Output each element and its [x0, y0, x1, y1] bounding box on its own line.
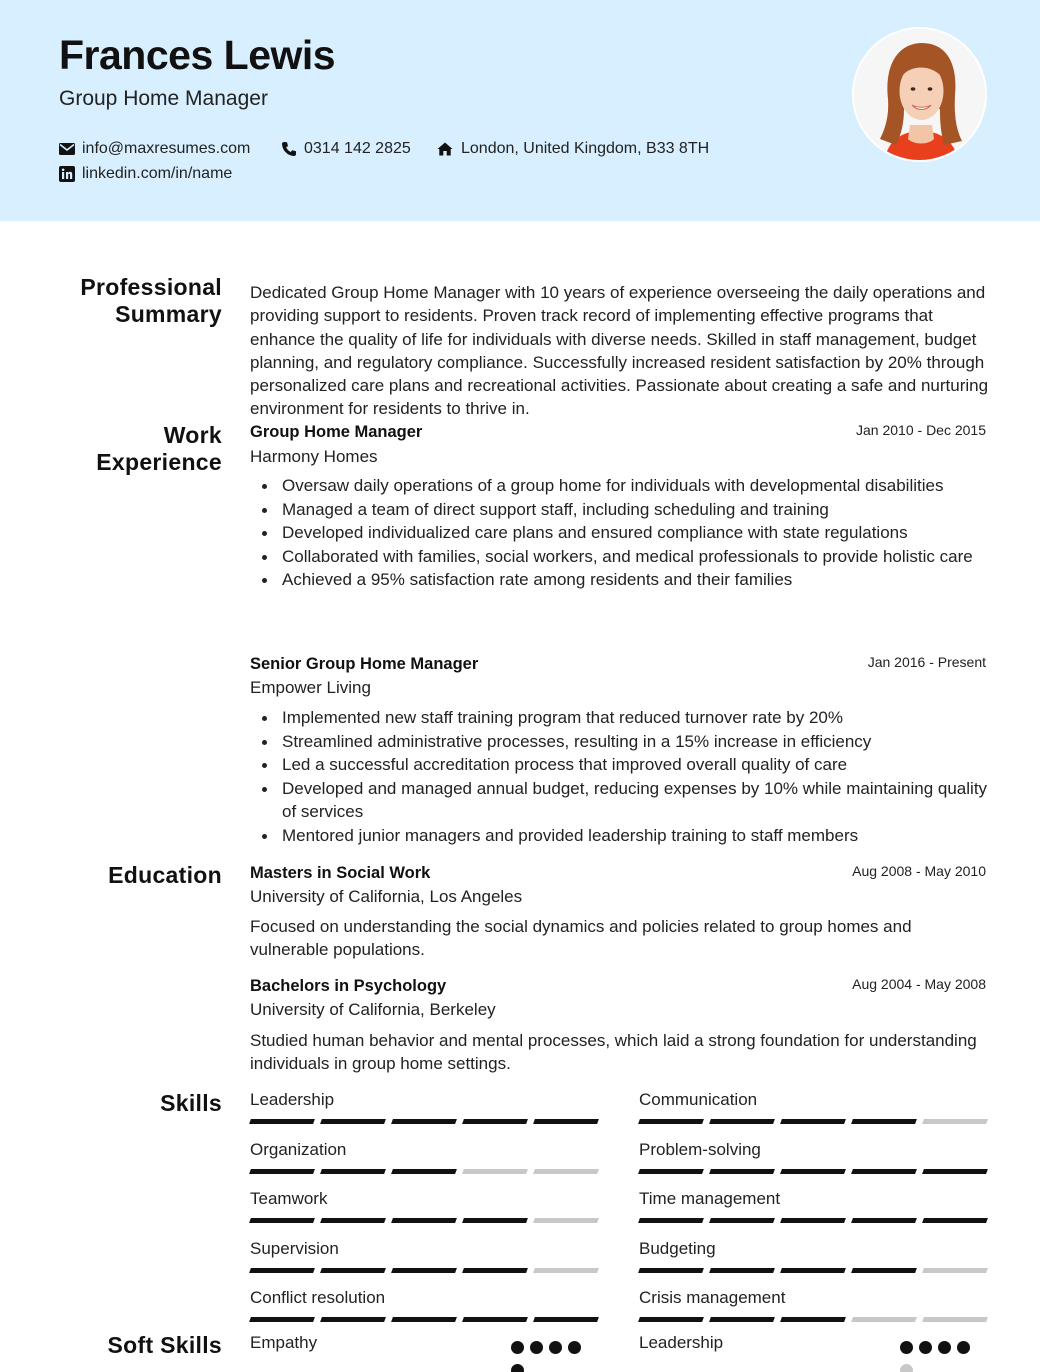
skill-level-segment [391, 1268, 457, 1273]
soft-skill-rating [511, 1341, 586, 1372]
skill-level-bar [250, 1268, 598, 1273]
skill-level-segment [320, 1218, 386, 1223]
skill-level-bar [639, 1119, 987, 1124]
phone-icon [281, 141, 297, 157]
rating-dot [511, 1341, 524, 1354]
skill-level-segment [320, 1268, 386, 1273]
list-item: Achieved a 95% satisfaction rate among residents and their families [250, 568, 990, 592]
skill-level-bar [639, 1268, 987, 1273]
school-name: University of California, Berkeley [250, 1000, 496, 1019]
email-text: info@maxresumes.com [82, 140, 251, 157]
skill-level-segment [709, 1119, 775, 1124]
skill-level-segment [780, 1268, 846, 1273]
skill-level-segment [922, 1218, 988, 1223]
skill-level-segment [922, 1317, 988, 1322]
skill-level-bar [639, 1169, 987, 1174]
skill-name: Organization [250, 1139, 347, 1159]
skill-level-segment [249, 1169, 315, 1174]
skill-name: Budgeting [639, 1238, 716, 1258]
linkedin-text: linkedin.com/in/name [82, 165, 233, 182]
soft-skill-name: Leadership [639, 1333, 724, 1352]
job-dates: Jan 2010 - Dec 2015 [856, 422, 986, 438]
skill-name: Conflict resolution [250, 1288, 386, 1308]
skill-level-segment [462, 1317, 528, 1322]
job-company: Empower Living [250, 678, 371, 697]
skill-name: Leadership [250, 1090, 335, 1109]
job-bullets [250, 706, 990, 848]
list-item: Developed individualized care plans and ensured compliance with state regulations [250, 521, 990, 545]
skill-level-segment [462, 1268, 528, 1273]
skill-level-segment [320, 1317, 386, 1322]
job-title: Senior Group Home Manager [250, 655, 479, 673]
skill-level-segment [249, 1268, 315, 1273]
skill-level-segment [709, 1317, 775, 1322]
rating-dot [568, 1341, 581, 1354]
soft-skill-item [639, 1333, 987, 1353]
soft-skill-rating [900, 1341, 975, 1372]
list-item: Streamlined administrative processes, resulting in a 15% increase in efficiency [250, 730, 990, 754]
job-title: Group Home Manager [250, 423, 423, 441]
degree-description: Focused on understanding the social dynamics and policies related to group homes and vulnerable populations. [250, 917, 912, 960]
section-title-experience: Work Experience [96, 422, 222, 475]
list-item: Developed and managed annual budget, reducing expenses by 10% while maintaining quality of services [250, 777, 990, 824]
degree-description: Studied human behavior and mental processes, which laid a strong foundation for understanding individuals in group home settings. [250, 1031, 977, 1074]
skill-item [639, 1239, 987, 1273]
rating-dot [530, 1341, 543, 1354]
skill-level-segment [533, 1317, 599, 1322]
skill-level-segment [249, 1218, 315, 1223]
skill-item [639, 1140, 987, 1174]
list-item: Implemented new staff training program that reduced turnover rate by 20% [250, 706, 990, 730]
soft-skill-name: Empathy [250, 1333, 318, 1352]
skill-level-segment [391, 1218, 457, 1223]
skill-level-segment [320, 1169, 386, 1174]
skill-level-segment [462, 1169, 528, 1174]
skill-level-segment [851, 1218, 917, 1223]
job-dates: Jan 2016 - Present [867, 654, 986, 670]
skill-level-segment [851, 1268, 917, 1273]
skill-level-segment [638, 1218, 704, 1223]
skill-name: Communication [639, 1090, 758, 1109]
skill-level-bar [639, 1317, 987, 1322]
skill-level-segment [922, 1268, 988, 1273]
rating-dot [900, 1364, 913, 1372]
skill-level-bar [250, 1119, 598, 1124]
skill-name: Problem-solving [639, 1139, 761, 1159]
section-title-education: Education [108, 862, 222, 888]
degree-dates: Aug 2004 - May 2008 [852, 976, 986, 992]
section-title-skills: Skills [160, 1090, 222, 1116]
job-bullets [250, 474, 990, 592]
skill-level-segment [851, 1119, 917, 1124]
rating-dot [919, 1341, 932, 1354]
skill-level-segment [533, 1169, 599, 1174]
candidate-name: Frances Lewis [59, 32, 336, 78]
skill-item [639, 1288, 987, 1322]
skill-item [250, 1189, 598, 1223]
skill-level-segment [249, 1119, 315, 1124]
rating-dot [511, 1364, 524, 1372]
skill-level-segment [780, 1119, 846, 1124]
skill-level-segment [391, 1119, 457, 1124]
list-item: Managed a team of direct support staff, including scheduling and training [250, 498, 990, 522]
skill-level-segment [780, 1169, 846, 1174]
skill-level-segment [533, 1218, 599, 1223]
contact-location [436, 140, 709, 158]
skill-level-segment [922, 1169, 988, 1174]
candidate-title: Group Home Manager [59, 87, 268, 110]
location-text: London, United Kingdom, B33 8TH [461, 140, 710, 157]
envelope-icon [59, 141, 75, 157]
job-company: Harmony Homes [250, 447, 378, 466]
skill-level-segment [851, 1317, 917, 1322]
home-icon [436, 141, 454, 157]
skill-item [639, 1090, 987, 1124]
skill-item [250, 1288, 598, 1322]
phone-text: 0314 142 2825 [304, 140, 411, 157]
summary-text: Dedicated Group Home Manager with 10 years of experience overseeing the daily operations and providing support to residents. Proven track record of implementing effective programs that enhance the quality of life for individuals with diverse needs. Skilled in staff management, budget planning, and regulatory compliance. Successfully increased resident satisfaction by 20% through personalized care plans and recreational activities. Passionate about creating a safe and nurturing environment for residents to thrive in. [250, 283, 989, 419]
skill-item [250, 1090, 598, 1124]
resume-header [0, 0, 1040, 221]
skill-level-segment [638, 1169, 704, 1174]
skill-level-segment [780, 1317, 846, 1322]
skill-level-segment [391, 1169, 457, 1174]
list-item: Led a successful accreditation process that improved overall quality of care [250, 753, 990, 777]
skill-level-segment [638, 1119, 704, 1124]
skill-name: Crisis management [639, 1288, 786, 1308]
contact-linkedin[interactable] [59, 165, 232, 183]
list-item: Oversaw daily operations of a group home for individuals with developmental disabilities [250, 474, 990, 498]
skill-level-segment [709, 1169, 775, 1174]
skill-level-segment [709, 1268, 775, 1273]
skill-level-bar [250, 1218, 598, 1223]
skill-level-bar [250, 1169, 598, 1174]
list-item: Collaborated with families, social workers, and medical professionals to provide holistic care [250, 545, 990, 569]
rating-dot [938, 1341, 951, 1354]
profile-photo [852, 27, 987, 162]
soft-skill-item [250, 1333, 598, 1353]
skill-name: Time management [639, 1189, 781, 1209]
skill-level-segment [922, 1119, 988, 1124]
skill-level-segment [462, 1119, 528, 1124]
skill-level-segment [851, 1169, 917, 1174]
rating-dot [957, 1341, 970, 1354]
skill-level-segment [780, 1218, 846, 1223]
skill-level-bar [639, 1218, 987, 1223]
contact-phone[interactable] [281, 140, 411, 158]
skill-name: Teamwork [250, 1189, 328, 1209]
degree-title: Bachelors in Psychology [250, 977, 447, 995]
skill-level-segment [638, 1317, 704, 1322]
skill-level-segment [249, 1317, 315, 1322]
skill-level-segment [533, 1268, 599, 1273]
skill-level-bar [250, 1317, 598, 1322]
skill-level-segment [320, 1119, 386, 1124]
skill-level-segment [709, 1218, 775, 1223]
skill-item [639, 1189, 987, 1223]
skill-level-segment [391, 1317, 457, 1322]
degree-dates: Aug 2008 - May 2010 [852, 863, 986, 879]
rating-dot [900, 1341, 913, 1354]
contact-email[interactable] [59, 140, 250, 158]
school-name: University of California, Los Angeles [250, 887, 523, 906]
linkedin-icon [59, 166, 75, 182]
section-title-summary: Professional Summary [80, 274, 222, 327]
rating-dot [549, 1341, 562, 1354]
skill-level-segment [638, 1268, 704, 1273]
skill-item [250, 1140, 598, 1174]
skill-item [250, 1239, 598, 1273]
skill-level-segment [533, 1119, 599, 1124]
degree-title: Masters in Social Work [250, 864, 431, 882]
skill-name: Supervision [250, 1238, 339, 1258]
section-title-soft-skills: Soft Skills [107, 1332, 222, 1358]
skill-level-segment [462, 1218, 528, 1223]
list-item: Mentored junior managers and provided leadership training to staff members [250, 824, 990, 848]
